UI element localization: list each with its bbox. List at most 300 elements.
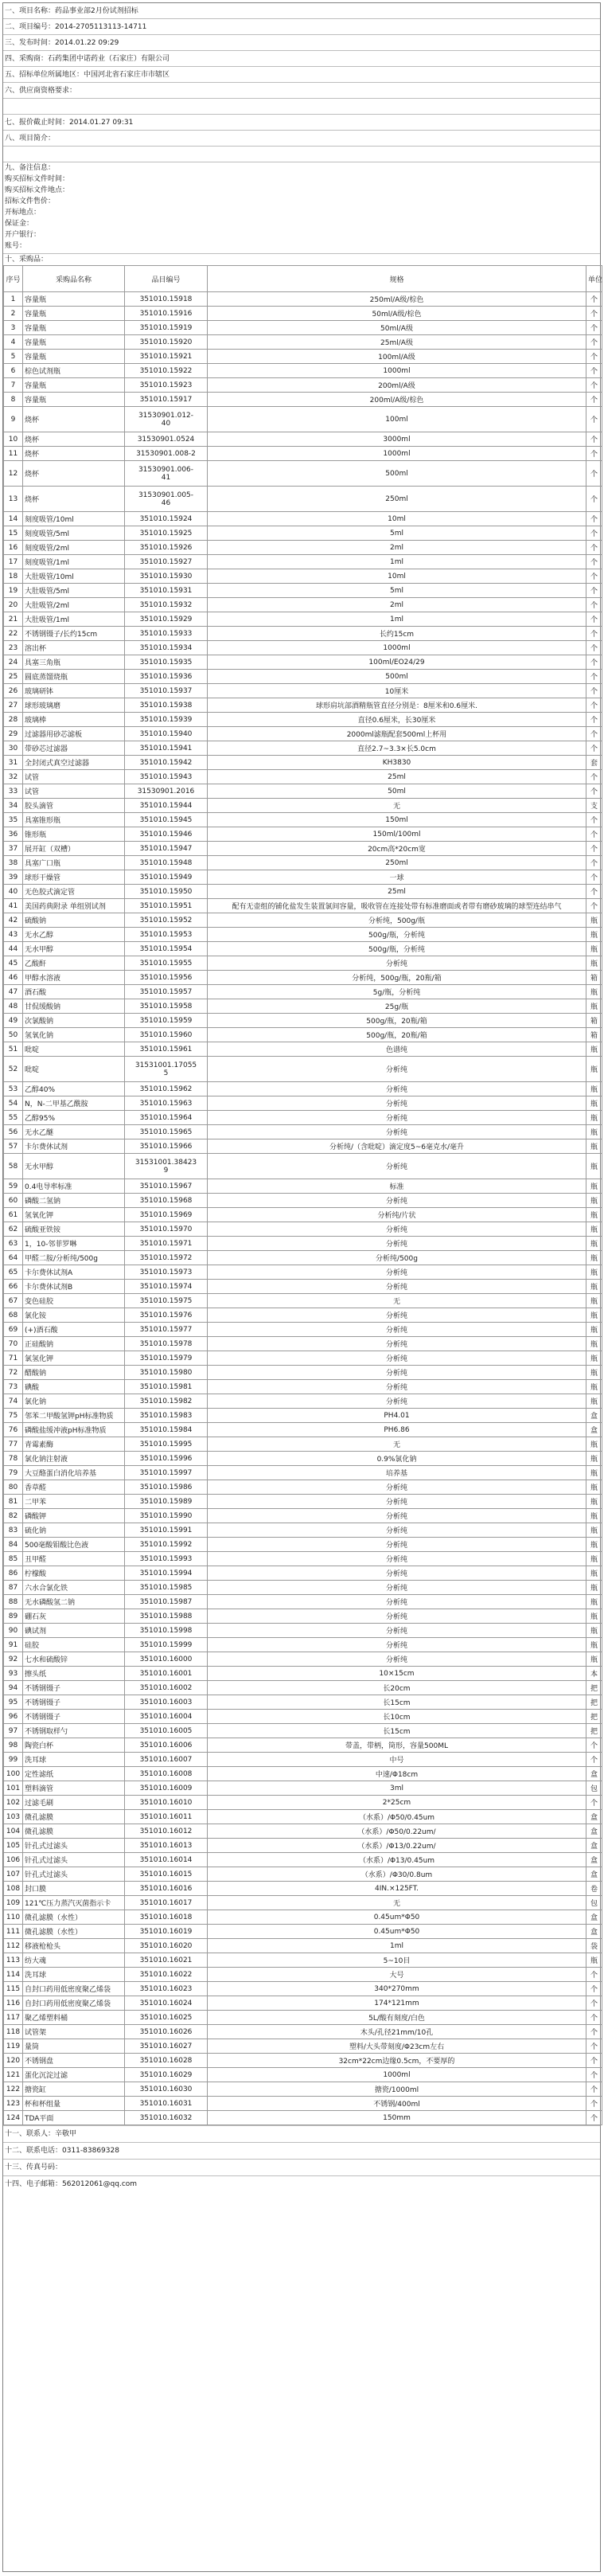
cell-no: 81: [4, 1495, 23, 1509]
table-row: [4, 885, 602, 899]
table-row: [4, 1057, 602, 1082]
cell-unit: 个: [586, 598, 602, 612]
cell-item-name: 定性滤纸: [23, 1767, 125, 1781]
cell-no: 33: [4, 784, 23, 799]
cell-unit: 个: [586, 2082, 602, 2097]
cell-item-code: 351010.16000: [125, 1652, 208, 1667]
cell-spec: 直径2.7~3.3×长5.0cm: [208, 741, 586, 756]
cell-spec: 分析纯: [208, 1509, 586, 1523]
cell-spec: 木头/孔径21mm/10孔: [208, 2025, 586, 2039]
cell-item-name: 0.4电导率标准: [23, 1179, 125, 1194]
cell-no: 78: [4, 1452, 23, 1466]
table-row: [4, 784, 602, 799]
cell-unit: 个: [586, 432, 602, 447]
cell-no: 109: [4, 1896, 23, 1910]
cell-no: 100: [4, 1767, 23, 1781]
cell-no: 82: [4, 1509, 23, 1523]
cell-unit: 个: [586, 784, 602, 799]
cell-item-code: 351010.15919: [125, 321, 208, 335]
col-header-code: 品目编号: [125, 266, 208, 292]
cell-item-code: 351010.15994: [125, 1566, 208, 1581]
cell-no: 72: [4, 1366, 23, 1380]
cell-unit: 卷: [586, 1882, 602, 1896]
cell-no: 43: [4, 928, 23, 942]
cell-item-code: 351010.15987: [125, 1595, 208, 1609]
cell-spec: 分析纯: [208, 1538, 586, 1552]
cell-spec: 分析纯: [208, 1581, 586, 1595]
cell-item-code: 351010.15922: [125, 364, 208, 378]
cell-no: 18: [4, 569, 23, 584]
cell-item-code: 351010.15935: [125, 655, 208, 670]
remark-line: 招标文件售价：: [5, 197, 56, 205]
cell-unit: 瓶: [586, 913, 602, 928]
cell-no: 65: [4, 1265, 23, 1280]
cell-item-code: 351010.16018: [125, 1910, 208, 1925]
table-row: [4, 1681, 602, 1695]
cell-item-code: 351010.15989: [125, 1495, 208, 1509]
cell-item-code: 351010.15982: [125, 1394, 208, 1409]
cell-item-code: 351010.15943: [125, 770, 208, 784]
cell-item-code: 351010.15948: [125, 856, 208, 870]
cell-unit: 个: [586, 526, 602, 541]
table-row: [4, 856, 602, 870]
table-row: [4, 1910, 602, 1925]
cell-no: 120: [4, 2054, 23, 2068]
cell-no: 86: [4, 1566, 23, 1581]
cell-unit: 瓶: [586, 1265, 602, 1280]
cell-unit: 盒: [586, 1910, 602, 1925]
cell-no: 105: [4, 1839, 23, 1853]
cell-spec: 长20cm: [208, 1681, 586, 1695]
table-row: [4, 1667, 602, 1681]
table-row: [4, 2068, 602, 2082]
cell-no: 23: [4, 641, 23, 655]
table-row: [4, 2025, 602, 2039]
table-row: [4, 1466, 602, 1480]
cell-unit: 个: [586, 378, 602, 393]
cell-unit: 瓶: [586, 928, 602, 942]
cell-spec: 150ml/100ml: [208, 827, 586, 842]
cell-no: 12: [4, 461, 23, 487]
cell-spec: 分析纯: [208, 1380, 586, 1394]
cell-item-name: 硫化钠: [23, 1523, 125, 1538]
cell-spec: 250ml/A级/棕色: [208, 292, 586, 307]
cell-no: 35: [4, 813, 23, 827]
cell-unit: 盒: [586, 1867, 602, 1882]
table-row: [4, 1366, 602, 1380]
table-row: [4, 612, 602, 627]
cell-spec: 分析纯: [208, 1566, 586, 1581]
table-row: [4, 1139, 602, 1154]
cell-item-code: 351010.15988: [125, 1609, 208, 1624]
cell-unit: 本: [586, 1667, 602, 1681]
cell-item-name: 烧杯: [23, 432, 125, 447]
cell-item-code: 351010.15997: [125, 1466, 208, 1480]
cell-item-name: (+)酒石酸: [23, 1323, 125, 1337]
cell-spec: 100ml/EO24/29: [208, 655, 586, 670]
cell-unit: 个: [586, 655, 602, 670]
blank-row: [3, 99, 600, 115]
table-row: [4, 1495, 602, 1509]
cell-unit: 瓶: [586, 1111, 602, 1125]
contact-phone: 十二、联系电话：0311-83869328: [3, 2142, 600, 2159]
cell-unit: 袋: [586, 1939, 602, 1953]
table-row: [4, 1042, 602, 1057]
cell-no: 1: [4, 292, 23, 307]
cell-no: 53: [4, 1082, 23, 1096]
remarks-section: [3, 162, 600, 254]
cell-item-name: 试管架: [23, 2025, 125, 2039]
cell-item-code: 31531001.38423 9: [125, 1154, 208, 1179]
table-row: [4, 928, 602, 942]
cell-no: 92: [4, 1652, 23, 1667]
cell-unit: 个: [586, 407, 602, 432]
cell-item-code: 351010.15929: [125, 612, 208, 627]
cell-unit: 个: [586, 713, 602, 727]
table-row: [4, 1939, 602, 1953]
blank-row: [3, 147, 600, 162]
cell-item-code: 351010.15937: [125, 684, 208, 698]
cell-no: 32: [4, 770, 23, 784]
cell-item-code: 351010.15965: [125, 1125, 208, 1139]
cell-spec: 340*270mm: [208, 1982, 586, 1996]
table-row: [4, 1882, 602, 1896]
cell-no: 9: [4, 407, 23, 432]
table-row: [4, 1652, 602, 1667]
table-row: [4, 670, 602, 684]
purchaser: 四、采购商：石药集团中诺药业（石家庄）有限公司: [3, 51, 600, 67]
table-row: [4, 584, 602, 598]
cell-item-name: 容量瓶: [23, 292, 125, 307]
cell-no: 41: [4, 899, 23, 913]
cell-unit: 瓶: [586, 1208, 602, 1222]
cell-no: 112: [4, 1939, 23, 1953]
cell-no: 97: [4, 1724, 23, 1738]
cell-item-code: 351010.15999: [125, 1638, 208, 1652]
cell-item-name: 卡尔费休试剂A: [23, 1265, 125, 1280]
table-row: [4, 1595, 602, 1609]
table-row: [4, 1738, 602, 1753]
cell-item-name: 全封闭式真空过滤器: [23, 756, 125, 770]
cell-item-name: 硅胶: [23, 1638, 125, 1652]
cell-item-name: 烧杯: [23, 461, 125, 487]
cell-item-code: 351010.15972: [125, 1251, 208, 1265]
cell-item-code: 351010.16009: [125, 1781, 208, 1796]
cell-unit: 个: [586, 1753, 602, 1767]
cell-spec: 10×15cm: [208, 1667, 586, 1681]
cell-unit: 个: [586, 842, 602, 856]
cell-no: 11: [4, 447, 23, 461]
cell-item-name: 展开缸（双槽）: [23, 842, 125, 856]
table-header-row: [4, 266, 602, 292]
cell-item-name: 锥形瓶: [23, 827, 125, 842]
cell-spec: 3ml: [208, 1781, 586, 1796]
cell-unit: 瓶: [586, 1538, 602, 1552]
table-row: [4, 1179, 602, 1194]
cell-item-name: 聚乙烯塑料桶: [23, 2011, 125, 2025]
bid-document: [2, 2, 601, 2572]
cell-item-code: 351010.15974: [125, 1280, 208, 1294]
cell-item-name: 胶头滴管: [23, 799, 125, 813]
cell-item-name: 塑料滴管: [23, 1781, 125, 1796]
table-row: [4, 432, 602, 447]
cell-spec: 无: [208, 1437, 586, 1452]
cell-spec: PH4.01: [208, 1409, 586, 1423]
cell-item-name: 121℃压力蒸汽灭菌指示卡: [23, 1896, 125, 1910]
cell-spec: 150ml: [208, 813, 586, 827]
cell-unit: 瓶: [586, 1179, 602, 1194]
cell-item-code: 351010.16020: [125, 1939, 208, 1953]
cell-unit: 个: [586, 1996, 602, 2011]
cell-spec: （水系）/Φ13/0.45um: [208, 1853, 586, 1867]
cell-spec: 250ml: [208, 856, 586, 870]
cell-spec: 分析纯，500g/瓶: [208, 913, 586, 928]
table-row: [4, 1624, 602, 1638]
cell-item-code: 31530901.006- 41: [125, 461, 208, 487]
cell-item-code: 31530901.008-2: [125, 447, 208, 461]
cell-item-code: 351010.16003: [125, 1695, 208, 1710]
cell-no: 80: [4, 1480, 23, 1495]
cell-unit: 把: [586, 1710, 602, 1724]
cell-spec: 色谱纯: [208, 1042, 586, 1057]
cell-no: 90: [4, 1624, 23, 1638]
cell-no: 85: [4, 1552, 23, 1566]
cell-unit: 瓶: [586, 1581, 602, 1595]
cell-item-name: 无色胶式滴定管: [23, 885, 125, 899]
cell-item-code: 31531001.17055 5: [125, 1057, 208, 1082]
cell-item-code: 351010.15962: [125, 1082, 208, 1096]
table-row: [4, 985, 602, 999]
cell-no: 10: [4, 432, 23, 447]
cell-item-code: 351010.15975: [125, 1294, 208, 1308]
cell-item-name: 无水乙醚: [23, 1125, 125, 1139]
cell-no: 110: [4, 1910, 23, 1925]
cell-item-name: 无水甲醇: [23, 942, 125, 956]
cell-item-name: 无水甲醇: [23, 1154, 125, 1179]
table-row: [4, 799, 602, 813]
cell-item-name: 搪瓷缸: [23, 2082, 125, 2097]
cell-unit: 盒: [586, 1839, 602, 1853]
cell-item-code: 351010.15991: [125, 1523, 208, 1538]
cell-unit: 瓶: [586, 1953, 602, 1968]
cell-item-name: 吡啶: [23, 1042, 125, 1057]
table-row: [4, 1552, 602, 1566]
cell-unit: 瓶: [586, 1337, 602, 1351]
cell-item-code: 351010.15930: [125, 569, 208, 584]
cell-item-name: 氯化钠: [23, 1394, 125, 1409]
cell-unit: 个: [586, 569, 602, 584]
cell-item-code: 351010.15953: [125, 928, 208, 942]
cell-spec: 分析纯: [208, 1194, 586, 1208]
cell-unit: 个: [586, 1982, 602, 1996]
cell-spec: 50ml: [208, 784, 586, 799]
cell-item-code: 351010.16028: [125, 2054, 208, 2068]
cell-spec: 中速/Φ18cm: [208, 1767, 586, 1781]
table-row: [4, 1337, 602, 1351]
cell-unit: 瓶: [586, 1366, 602, 1380]
cell-item-code: 351010.15976: [125, 1308, 208, 1323]
cell-no: 115: [4, 1982, 23, 1996]
cell-unit: 个: [586, 2097, 602, 2111]
cell-spec: 1000ml: [208, 364, 586, 378]
cell-item-code: 351010.15964: [125, 1111, 208, 1125]
cell-spec: 分析纯: [208, 1280, 586, 1294]
table-row: [4, 307, 602, 321]
cell-item-code: 351010.16013: [125, 1839, 208, 1853]
table-row: [4, 813, 602, 827]
cell-spec: 1000ml: [208, 2068, 586, 2082]
cell-item-code: 351010.15973: [125, 1265, 208, 1280]
cell-unit: 个: [586, 584, 602, 598]
cell-item-code: 351010.16027: [125, 2039, 208, 2054]
cell-unit: 盒: [586, 1925, 602, 1939]
cell-spec: 长约15cm: [208, 627, 586, 641]
col-header-spec: 规格: [208, 266, 586, 292]
cell-spec: 5g/瓶，分析纯: [208, 985, 586, 999]
cell-unit: 个: [586, 393, 602, 407]
cell-item-code: 351010.15966: [125, 1139, 208, 1154]
cell-unit: 个: [586, 2111, 602, 2125]
cell-spec: 10ml: [208, 512, 586, 526]
cell-unit: 瓶: [586, 1237, 602, 1251]
cell-spec: 5L/酸有刻度/白色: [208, 2011, 586, 2025]
cell-no: 118: [4, 2025, 23, 2039]
cell-item-name: 容量瓶: [23, 378, 125, 393]
cell-item-code: 351010.15960: [125, 1028, 208, 1042]
cell-item-name: 具塞锥形瓶: [23, 813, 125, 827]
cell-no: 57: [4, 1139, 23, 1154]
cell-item-code: 351010.16014: [125, 1853, 208, 1867]
cell-item-name: 刻度吸管/10ml: [23, 512, 125, 526]
cell-spec: 分析纯: [208, 1237, 586, 1251]
cell-item-name: 微孔滤膜: [23, 1810, 125, 1824]
cell-no: 51: [4, 1042, 23, 1057]
cell-spec: 100ml: [208, 407, 586, 432]
cell-no: 64: [4, 1251, 23, 1265]
cell-unit: 包: [586, 1896, 602, 1910]
cell-no: 66: [4, 1280, 23, 1294]
table-row: [4, 1082, 602, 1096]
table-row: [4, 1222, 602, 1237]
cell-no: 19: [4, 584, 23, 598]
cell-item-code: 351010.15921: [125, 350, 208, 364]
cell-no: 3: [4, 321, 23, 335]
table-row: [4, 1394, 602, 1409]
cell-item-code: 351010.15954: [125, 942, 208, 956]
table-row: [4, 956, 602, 971]
cell-item-code: 351010.16023: [125, 1982, 208, 1996]
cell-spec: 大号: [208, 1968, 586, 1982]
table-row: [4, 1925, 602, 1939]
cell-spec: 培养基: [208, 1466, 586, 1480]
table-row: [4, 1154, 602, 1179]
cell-unit: 个: [586, 335, 602, 350]
cell-no: 24: [4, 655, 23, 670]
cell-spec: 0.45um*Φ50: [208, 1910, 586, 1925]
cell-item-name: 次氯酸钠: [23, 1014, 125, 1028]
cell-unit: 个: [586, 512, 602, 526]
cell-item-code: 351010.15980: [125, 1366, 208, 1380]
cell-item-name: 卡尔费休试剂B: [23, 1280, 125, 1294]
cell-item-code: 351010.15917: [125, 393, 208, 407]
cell-item-code: 351010.15927: [125, 555, 208, 569]
table-row: [4, 1953, 602, 1968]
cell-item-name: 二甲苯: [23, 1495, 125, 1509]
remarks-title: 九、备注信息：: [5, 164, 56, 172]
cell-item-name: 硫酸钠: [23, 913, 125, 928]
cell-item-name: 微孔滤膜: [23, 1824, 125, 1839]
table-row: [4, 1824, 602, 1839]
cell-spec: 分析纯/片状: [208, 1208, 586, 1222]
table-row: [4, 999, 602, 1014]
cell-no: 34: [4, 799, 23, 813]
cell-unit: 瓶: [586, 1294, 602, 1308]
table-row: [4, 1437, 602, 1452]
cell-unit: 个: [586, 684, 602, 698]
cell-no: 20: [4, 598, 23, 612]
cell-item-name: 容量瓶: [23, 335, 125, 350]
cell-item-name: 乙醇40%: [23, 1082, 125, 1096]
cell-spec: 配有无壶组的铺化盐发生装置氯间容量，吸收管在连接处带有标准磨面或者带有磨砂玻璃的球型连结串气: [208, 899, 586, 913]
cell-item-name: 甲醇水溶液: [23, 971, 125, 985]
table-row: [4, 1710, 602, 1724]
table-row: [4, 569, 602, 584]
cell-no: 99: [4, 1753, 23, 1767]
table-row: [4, 971, 602, 985]
cell-spec: 分析纯: [208, 1111, 586, 1125]
table-row: [4, 1781, 602, 1796]
cell-item-code: 351010.15916: [125, 307, 208, 321]
table-row: [4, 1111, 602, 1125]
table-row: [4, 870, 602, 885]
cell-item-code: 351010.16006: [125, 1738, 208, 1753]
cell-unit: 瓶: [586, 1042, 602, 1057]
cell-item-name: 玻璃棒: [23, 713, 125, 727]
cell-item-name: 蛋化沉淀过滤: [23, 2068, 125, 2082]
cell-no: 47: [4, 985, 23, 999]
cell-spec: 25ml/A级: [208, 335, 586, 350]
cell-item-name: 杯和杯组量: [23, 2097, 125, 2111]
cell-item-name: 针孔式过滤头: [23, 1839, 125, 1853]
cell-spec: 分析纯: [208, 1351, 586, 1366]
cell-item-name: 七水和硫酸锌: [23, 1652, 125, 1667]
cell-spec: 500ml: [208, 670, 586, 684]
table-row: [4, 2097, 602, 2111]
table-row: [4, 641, 602, 655]
cell-unit: 瓶: [586, 1380, 602, 1394]
cell-unit: 个: [586, 2054, 602, 2068]
cell-spec: 分析纯: [208, 1394, 586, 1409]
table-row: [4, 1237, 602, 1251]
cell-item-code: 31530901.005- 46: [125, 487, 208, 512]
cell-no: 95: [4, 1695, 23, 1710]
table-row: [4, 1265, 602, 1280]
table-row: [4, 378, 602, 393]
cell-no: 49: [4, 1014, 23, 1028]
cell-spec: 5ml: [208, 584, 586, 598]
cell-spec: 500ml: [208, 461, 586, 487]
cell-item-code: 351010.15959: [125, 1014, 208, 1028]
cell-item-name: 磷酸二氢钠: [23, 1194, 125, 1208]
cell-no: 17: [4, 555, 23, 569]
table-row: [4, 1695, 602, 1710]
cell-unit: 个: [586, 307, 602, 321]
cell-item-code: 351010.15941: [125, 741, 208, 756]
cell-item-code: 351010.15944: [125, 799, 208, 813]
cell-spec: 分析纯: [208, 1624, 586, 1638]
cell-item-name: 不锈钢镊子: [23, 1681, 125, 1695]
cell-item-code: 351010.15926: [125, 541, 208, 555]
